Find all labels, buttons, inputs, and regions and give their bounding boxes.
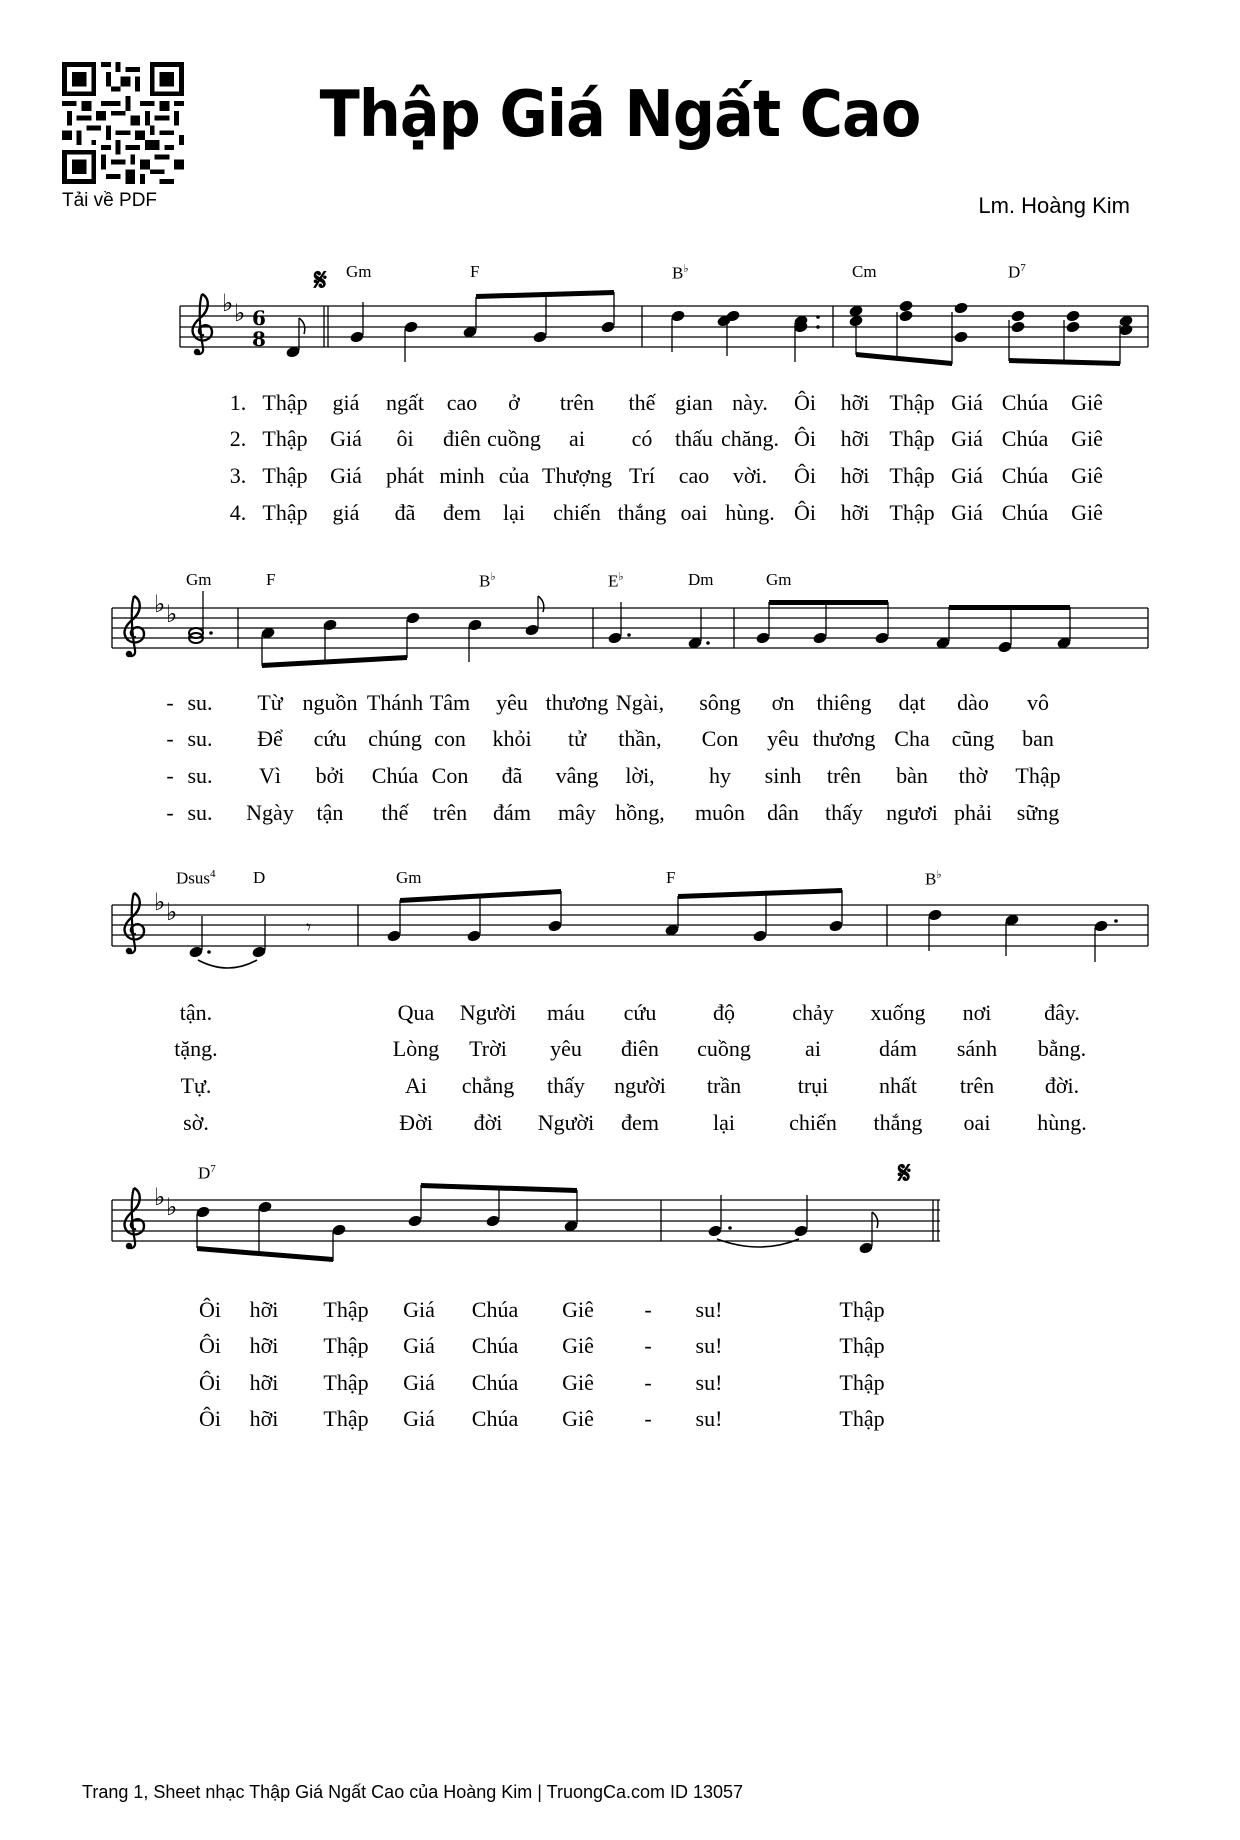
- lyric-syllable: đem: [443, 500, 481, 525]
- lyric-syllable: cuồng: [697, 1036, 751, 1061]
- lyric-syllable: ngươi: [886, 800, 938, 825]
- lyric-syllable: phải: [954, 800, 992, 825]
- lyric-syllable: hy: [709, 763, 731, 788]
- chord-symbol: F: [666, 868, 676, 887]
- lyric-syllable: chiến: [553, 500, 601, 525]
- lyric-syllable: ai: [569, 426, 585, 451]
- lyric-syllable: điên: [443, 426, 481, 451]
- lyric-syllable: chiến: [789, 1110, 837, 1135]
- lyric-syllable: tặng.: [174, 1036, 218, 1061]
- lyric-syllable: Ôi: [794, 463, 816, 488]
- lyric-syllable: thương: [545, 690, 609, 715]
- chord-symbol: Gm: [396, 868, 422, 887]
- chord-symbol: Gm: [346, 262, 372, 281]
- lyric-syllable: Chúa: [1001, 463, 1049, 488]
- lyric-syllable: cao: [678, 463, 710, 488]
- lyric-syllable: Giê: [562, 1297, 594, 1322]
- chord-symbol: Gm: [766, 570, 792, 589]
- lyric-syllable: trên: [959, 1073, 995, 1098]
- lyric-syllable: Giá: [951, 390, 983, 415]
- lyric-syllable: chăng.: [720, 426, 780, 451]
- chord-symbol: B♭: [479, 571, 496, 591]
- lyric-syllable: Giá: [403, 1333, 435, 1358]
- lyric-syllable: Giá: [951, 426, 983, 451]
- lyric-syllable: thắng: [873, 1110, 923, 1135]
- lyric-syllable: cứu: [313, 726, 347, 751]
- svg-text:6: 6: [252, 306, 266, 330]
- lyric-syllable: Ôi: [794, 390, 816, 415]
- lyric-syllable: thờ: [958, 763, 988, 788]
- lyric-syllable: Giê: [562, 1406, 594, 1431]
- lyric-syllable: Chúa: [1001, 500, 1049, 525]
- lyric-syllable: đem: [621, 1110, 659, 1135]
- lyric-syllable: hỡi: [840, 463, 870, 488]
- lyric-syllable: sinh: [764, 763, 802, 788]
- lyric-syllable: Ôi: [794, 426, 816, 451]
- lyric-syllable: đây.: [1044, 1000, 1080, 1025]
- lyric-syllable: hỡi: [840, 500, 870, 525]
- lyric-syllable: gian: [675, 390, 713, 415]
- lyric-syllable: xuống: [870, 1000, 926, 1025]
- lyric-syllable: Ai: [405, 1073, 427, 1098]
- lyric-syllable: Giá: [951, 463, 983, 488]
- lyric-syllable: Tự.: [180, 1073, 212, 1098]
- lyric-syllable: ôi: [396, 426, 414, 451]
- lyric-syllable: Thập: [839, 1297, 885, 1322]
- lyric-syllable: Ngày: [246, 800, 294, 825]
- lyric-syllable: -: [644, 1406, 652, 1431]
- lyric-syllable: trên: [559, 390, 595, 415]
- lyric-syllable: Giê: [1071, 500, 1103, 525]
- lyric-syllable: 1.: [229, 390, 247, 415]
- lyric-syllable: tận: [316, 800, 344, 825]
- lyric-syllable: ngất: [386, 390, 424, 415]
- lyric-syllable: Thập: [889, 463, 935, 488]
- lyric-syllable: su.: [187, 690, 213, 715]
- lyric-syllable: giá: [332, 390, 360, 415]
- lyric-syllable: vời.: [732, 463, 768, 488]
- lyric-syllable: sững: [1016, 800, 1060, 825]
- lyric-syllable: cao: [446, 390, 478, 415]
- lyric-syllable: ơn: [771, 690, 795, 715]
- lyric-syllable: thần,: [618, 726, 662, 751]
- lyric-syllable: vô: [1027, 690, 1049, 715]
- lyric-syllable: đời: [473, 1110, 503, 1135]
- lyric-syllable: Thập: [1015, 763, 1061, 788]
- lyric-syllable: Từ: [257, 690, 283, 715]
- svg-text:𝄾: 𝄾: [306, 915, 312, 939]
- lyric-syllable: Thập: [262, 500, 308, 525]
- chord-symbol: F: [266, 570, 276, 589]
- lyric-syllable: 3.: [229, 463, 247, 488]
- lyric-syllable: thấy: [825, 800, 863, 825]
- lyric-syllable: Người: [459, 1000, 517, 1025]
- lyric-syllable: mây: [558, 800, 596, 825]
- lyric-syllable: nhất: [879, 1073, 917, 1098]
- lyric-syllable: Thập: [839, 1333, 885, 1358]
- lyric-syllable: ở: [508, 390, 520, 415]
- lyric-syllable: có: [631, 426, 653, 451]
- lyric-syllable: hỡi: [840, 390, 870, 415]
- lyric-syllable: đời.: [1044, 1073, 1080, 1098]
- lyric-syllable: chảy: [792, 1000, 834, 1025]
- lyric-syllable: Ôi: [794, 500, 816, 525]
- lyric-syllable: -: [166, 800, 174, 825]
- lyric-syllable: nguồn: [302, 690, 358, 715]
- lyric-syllable: nơi: [962, 1000, 992, 1025]
- lyric-syllable: lời,: [625, 763, 655, 788]
- lyric-syllable: Thập: [889, 500, 935, 525]
- lyric-syllable: Ôi: [199, 1370, 221, 1395]
- lyric-syllable: Thập: [889, 426, 935, 451]
- lyric-syllable: cũng: [951, 726, 995, 751]
- chord-symbol: D: [253, 868, 266, 887]
- lyric-syllable: thế: [628, 390, 656, 415]
- lyric-syllable: chúng: [368, 726, 422, 751]
- lyric-syllable: thấu: [675, 426, 713, 451]
- lyric-syllable: thương: [812, 726, 876, 751]
- lyric-syllable: Giá: [330, 426, 362, 451]
- lyric-syllable: của: [498, 463, 530, 488]
- lyric-syllable: Chúa: [371, 763, 419, 788]
- chord-symbol: B♭: [925, 869, 942, 889]
- lyric-syllable: hỡi: [249, 1406, 279, 1431]
- chord-symbol: Dm: [688, 570, 714, 589]
- lyric-syllable: ai: [805, 1036, 821, 1061]
- lyric-syllable: sờ.: [183, 1110, 209, 1135]
- lyric-syllable: Thánh: [366, 690, 424, 715]
- chord-symbol: F: [470, 262, 480, 281]
- lyric-syllable: dào: [957, 690, 989, 715]
- lyric-syllable: trần: [706, 1073, 742, 1098]
- lyric-syllable: su.: [187, 726, 213, 751]
- lyric-syllable: hỡi: [249, 1333, 279, 1358]
- lyric-syllable: Người: [537, 1110, 595, 1135]
- lyric-syllable: Con: [431, 763, 469, 788]
- lyric-syllable: Trời: [469, 1036, 507, 1061]
- lyric-syllable: cứu: [623, 1000, 657, 1025]
- lyric-syllable: hùng.: [725, 500, 775, 525]
- lyric-syllable: su!: [695, 1370, 723, 1395]
- lyric-syllable: phát: [386, 463, 424, 488]
- lyric-syllable: Giá: [403, 1370, 435, 1395]
- lyric-syllable: -: [644, 1370, 652, 1395]
- lyric-syllable: Thập: [323, 1297, 369, 1322]
- svg-text:8: 8: [252, 327, 266, 351]
- lyric-syllable: Giá: [403, 1406, 435, 1431]
- lyric-syllable: Để: [257, 726, 283, 751]
- lyric-syllable: Vì: [259, 763, 281, 788]
- lyric-syllable: trên: [826, 763, 862, 788]
- lyric-syllable: Giê: [1071, 426, 1103, 451]
- lyric-syllable: vâng: [555, 763, 599, 788]
- lyric-syllable: 2.: [229, 426, 247, 451]
- lyric-syllable: Thập: [262, 390, 308, 415]
- chord-symbol: E♭: [608, 571, 624, 591]
- lyric-syllable: su!: [695, 1333, 723, 1358]
- lyric-syllable: trụi: [797, 1073, 829, 1098]
- download-pdf-link[interactable]: Tải về PDF: [62, 190, 158, 211]
- lyric-syllable: -: [166, 726, 174, 751]
- lyric-syllable: hỡi: [249, 1297, 279, 1322]
- lyric-syllable: Giê: [562, 1370, 594, 1395]
- lyric-syllable: Tâm: [429, 690, 471, 715]
- lyric-syllable: Thập: [839, 1406, 885, 1431]
- lyric-syllable: Thập: [323, 1370, 369, 1395]
- lyric-syllable: lại: [503, 500, 525, 525]
- lyric-syllable: Giá: [951, 500, 983, 525]
- lyric-syllable: đã: [394, 500, 416, 525]
- lyric-syllable: Thập: [262, 426, 308, 451]
- lyric-syllable: sông: [699, 690, 741, 715]
- lyric-syllable: -: [644, 1333, 652, 1358]
- lyric-syllable: hỡi: [840, 426, 870, 451]
- lyric-syllable: trên: [432, 800, 468, 825]
- lyric-syllable: sánh: [956, 1036, 998, 1061]
- lyric-syllable: Thập: [262, 463, 308, 488]
- lyric-syllable: Chúa: [471, 1370, 519, 1395]
- lyric-syllable: -: [166, 690, 174, 715]
- lyric-syllable: Trí: [628, 463, 656, 488]
- lyric-syllable: hồng,: [615, 800, 665, 825]
- lyric-syllable: Ôi: [199, 1297, 221, 1322]
- lyric-syllable: hỡi: [249, 1370, 279, 1395]
- page-footer: Trang 1, Sheet nhạc Thập Giá Ngất Cao của Hoàng Kim | TruongCa.com ID 13057: [82, 1782, 744, 1802]
- lyric-syllable: dân: [767, 800, 799, 825]
- lyric-syllable: máu: [547, 1000, 585, 1025]
- lyric-syllable: hùng.: [1037, 1110, 1087, 1135]
- lyric-syllable: Chúa: [471, 1333, 519, 1358]
- lyric-syllable: thiêng: [816, 690, 872, 715]
- lyric-syllable: khỏi: [492, 726, 532, 751]
- lyric-syllable: Đời: [399, 1110, 433, 1135]
- lyric-syllable: độ: [713, 1000, 735, 1025]
- lyric-syllable: Giê: [1071, 390, 1103, 415]
- lyric-syllable: Thượng: [542, 463, 612, 488]
- lyric-syllable: dạt: [898, 690, 926, 715]
- chord-symbol: Gm: [186, 570, 212, 589]
- lyric-syllable: Qua: [397, 1000, 435, 1025]
- chord-symbol: B♭: [672, 263, 689, 283]
- lyric-syllable: Giê: [1071, 463, 1103, 488]
- chord-symbol: Cm: [852, 262, 877, 281]
- lyric-syllable: Chúa: [471, 1297, 519, 1322]
- lyric-syllable: -: [644, 1297, 652, 1322]
- lyric-syllable: tử: [567, 726, 587, 751]
- lyric-syllable: cuồng: [487, 426, 541, 451]
- lyric-syllable: Giê: [562, 1333, 594, 1358]
- lyric-syllable: Lòng: [392, 1036, 440, 1061]
- lyric-syllable: Ôi: [199, 1333, 221, 1358]
- lyric-syllable: thấy: [547, 1073, 585, 1098]
- lyric-syllable: thắng: [617, 500, 667, 525]
- lyric-syllable: chẳng: [461, 1073, 515, 1098]
- chord-symbol: Dsus$^4$: [176, 868, 216, 888]
- lyric-syllable: Chúa: [1001, 390, 1049, 415]
- lyric-syllable: 4.: [229, 500, 247, 525]
- lyric-syllable: -: [166, 763, 174, 788]
- chord-symbol: $D^7$: [1008, 262, 1026, 282]
- lyric-syllable: Thập: [889, 390, 935, 415]
- lyric-syllable: người: [614, 1073, 666, 1098]
- lyric-syllable: đám: [493, 800, 531, 825]
- lyric-syllable: Thập: [839, 1370, 885, 1395]
- lyric-syllable: bằng.: [1037, 1036, 1087, 1061]
- lyric-syllable: thế: [381, 800, 409, 825]
- lyric-syllable: yêu: [550, 1036, 582, 1061]
- lyric-syllable: yêu: [767, 726, 799, 751]
- lyric-syllable: Thập: [323, 1333, 369, 1358]
- composer-name: Lm. Hoàng Kim: [978, 193, 1130, 218]
- lyric-syllable: oai: [963, 1110, 991, 1135]
- lyric-syllable: yêu: [496, 690, 528, 715]
- lyric-syllable: Giá: [330, 463, 362, 488]
- lyric-syllable: minh: [439, 463, 485, 488]
- lyric-syllable: muôn: [694, 800, 746, 825]
- lyric-syllable: dám: [879, 1036, 917, 1061]
- lyric-syllable: đã: [501, 763, 523, 788]
- lyric-syllable: su!: [695, 1406, 723, 1431]
- lyric-syllable: giá: [332, 500, 360, 525]
- chord-symbol: $D^7$: [198, 1163, 216, 1183]
- lyric-syllable: Chúa: [1001, 426, 1049, 451]
- lyric-syllable: bàn: [896, 763, 928, 788]
- lyric-syllable: tận.: [179, 1000, 213, 1025]
- lyric-syllable: con: [434, 726, 466, 751]
- lyric-syllable: bởi: [315, 763, 345, 788]
- lyric-syllable: Thập: [323, 1406, 369, 1431]
- lyric-syllable: này.: [732, 390, 768, 415]
- lyric-syllable: su.: [187, 800, 213, 825]
- song-title: Thập Giá Ngất Cao: [319, 78, 921, 152]
- lyric-syllable: oai: [680, 500, 708, 525]
- lyric-syllable: Ngài,: [615, 690, 665, 715]
- lyric-syllable: ban: [1022, 726, 1054, 751]
- lyric-syllable: Con: [701, 726, 739, 751]
- lyric-syllable: Ôi: [199, 1406, 221, 1431]
- lyric-syllable: su!: [695, 1297, 723, 1322]
- lyric-syllable: Giá: [403, 1297, 435, 1322]
- lyric-syllable: su.: [187, 763, 213, 788]
- lyric-syllable: lại: [713, 1110, 735, 1135]
- lyric-syllable: Chúa: [471, 1406, 519, 1431]
- lyric-syllable: điên: [621, 1036, 659, 1061]
- lyric-syllable: Cha: [894, 726, 930, 751]
